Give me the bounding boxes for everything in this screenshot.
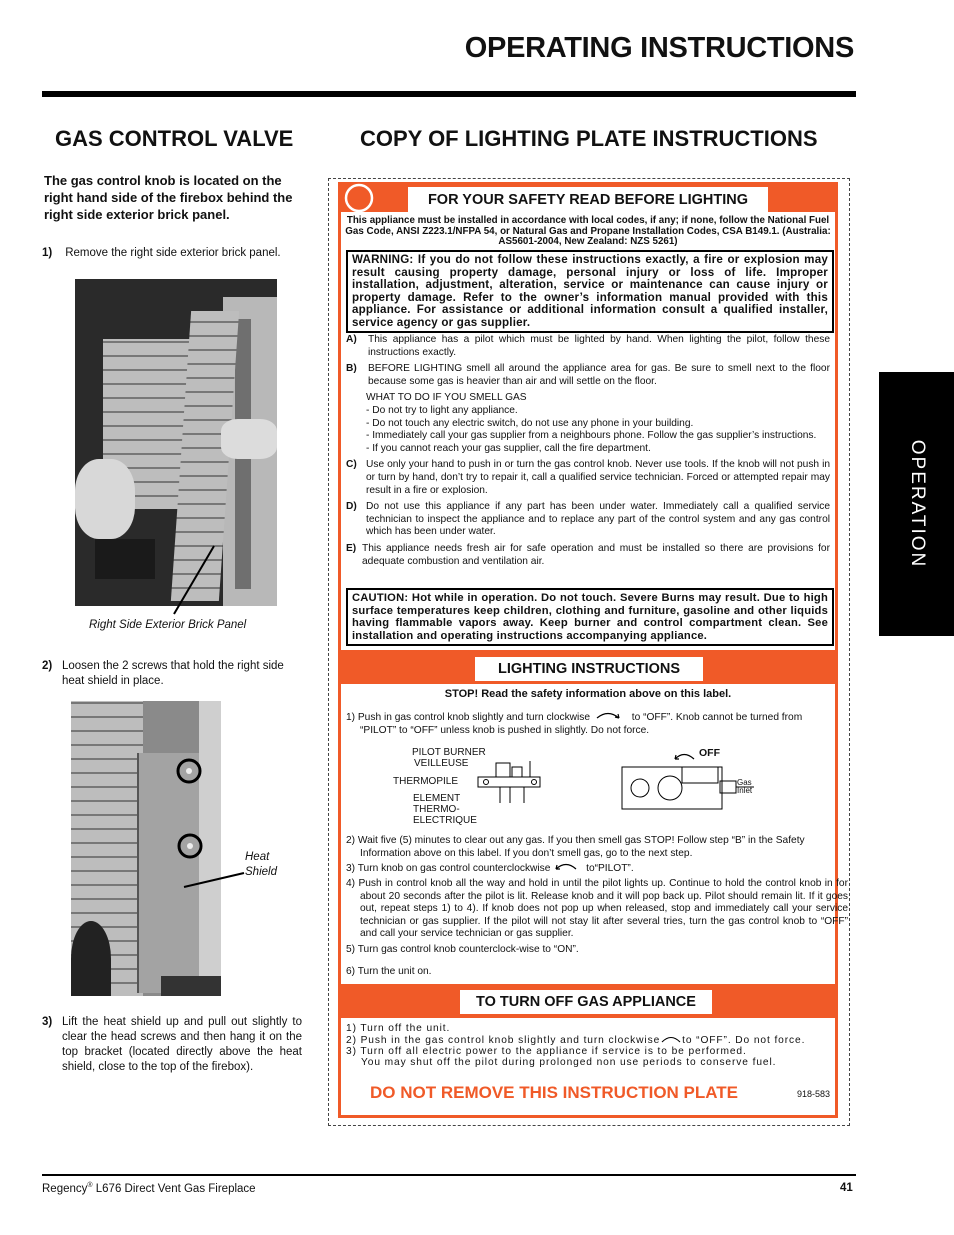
step-1-text: Remove the right side exterior brick panel. xyxy=(65,247,281,259)
safety-item-e xyxy=(346,543,830,568)
step-3-text: Lift the heat shield up and pull out slightly to clear the head screws and then hang it on the top bracket (located directly above the heat shield, close to the top of the firebox). xyxy=(62,1016,302,1073)
lighting-step-3 xyxy=(346,861,834,876)
pilot-burner-label-en: PILOT BURNER xyxy=(412,747,486,758)
lighting-step-6: 6) Turn the unit on. xyxy=(346,966,432,977)
turn-off-step-2 xyxy=(346,1034,834,1046)
lighting-step-5: 5) Turn gas control knob counterclock-wise to “ON”. xyxy=(346,944,579,955)
turn-off-step-2-a: 2) Push in the gas control knob slightly and turn clockwise xyxy=(346,1035,661,1046)
thermo-element-label xyxy=(413,793,477,826)
footer-rule xyxy=(42,1174,856,1176)
safety-item-e-text: This appliance needs fresh air for safe operation and must be installed so there are provisions for adequate combustion and ventilation air. xyxy=(362,542,830,567)
turn-off-title: TO TURN OFF GAS APPLIANCE xyxy=(460,990,712,1014)
step-2-number: 2) xyxy=(42,660,53,672)
turn-off-step-2-b: to “OFF”. Do not force. xyxy=(682,1035,806,1046)
pilot-burner-label-fr: VEILLEUSE xyxy=(414,758,469,769)
footer-registered-mark: ® xyxy=(87,1182,93,1189)
warning-circle-icon xyxy=(342,183,376,213)
side-tab-label: OPERATION xyxy=(906,439,928,569)
photo-1-caption: Right Side Exterior Brick Panel xyxy=(89,619,247,631)
step-3-number: 3) xyxy=(42,1016,53,1028)
thermo-element-label-1: ELEMENT xyxy=(413,793,461,804)
safety-item-d-label: D) xyxy=(346,501,357,513)
lighting-step-1-b: to “OFF”. Knob cannot be turned from xyxy=(631,712,803,723)
footer-model: L676 Direct Vent Gas Fireplace xyxy=(92,1182,256,1195)
warning-box: WARNING: If you do not follow these instructions exactly, a fire or explosion may result causing property damage, personal injury or loss of life. Improper installation, adjustment, alteration, service or maintenance can cause injury or property damage. Refer to the owner’s information manual provided with this appliance. For assistance or additional information consult a qualified installer, service agency or gas supplier. xyxy=(346,250,834,333)
safety-item-a xyxy=(346,334,830,359)
safety-item-b-text: BEFORE LIGHTING smell all around the appliance area for gas. Be sure to smell next to the floor because some gas is heavier than air and will settle on the floor. xyxy=(368,363,830,387)
step-1 xyxy=(42,246,304,261)
lighting-step-3-a: 3) Turn knob on gas control counterclockwise xyxy=(346,863,551,874)
turn-off-step-3-note: You may shut off the pilot during prolonged non use periods to conserve fuel. xyxy=(361,1057,777,1068)
step-2-text: Loosen the 2 screws that hold the right side heat shield in place. xyxy=(62,660,284,687)
stop-notice: STOP! Read the safety information above on this label. xyxy=(444,688,732,700)
page-number: 41 xyxy=(840,1182,853,1194)
off-label: OFF xyxy=(699,747,720,759)
thermo-element-label-3: ELECTRIQUE xyxy=(413,815,477,826)
clockwise-arrow-icon xyxy=(593,710,629,725)
smell-gas-title: WHAT TO DO IF YOU SMELL GAS xyxy=(366,392,527,404)
safety-item-c xyxy=(346,459,830,497)
heat-shield-label-line-2: Shield xyxy=(245,866,277,878)
step-3 xyxy=(42,1015,302,1075)
page-title: OPERATING INSTRUCTIONS xyxy=(464,32,854,64)
lighting-step-1 xyxy=(346,710,834,737)
counterclockwise-arrow-icon xyxy=(553,861,583,876)
intro-text: The gas control knob is located on the right hand side of the firebox behind the right side exterior brick panel. xyxy=(44,173,293,222)
thermo-element-label-2: THERMO- xyxy=(413,804,460,815)
turn-off-step-3: 3) Turn off all electric power to the appliance if service is to be performed. xyxy=(346,1046,747,1057)
off-arrow-icon xyxy=(672,749,698,761)
smell-gas-item-4: - If you cannot reach your gas supplier, call the fire department. xyxy=(366,442,651,454)
header-rule xyxy=(42,91,856,97)
heat-shield-label xyxy=(245,850,277,880)
step-2 xyxy=(42,659,304,689)
footer-brand-line xyxy=(42,1182,256,1195)
lighting-step-3-b: to“PILOT”. xyxy=(586,863,634,874)
safety-list xyxy=(346,334,830,568)
side-tab xyxy=(879,372,954,636)
safety-item-a-text: This appliance has a pilot which must be lighted by hand. When lighting the pilot, follow these instructions exactly. xyxy=(368,334,830,358)
turn-off-steps xyxy=(346,1023,834,1068)
thermopile-label: THERMOPILE xyxy=(393,776,459,787)
smell-gas-item-2: - Do not touch any electric switch, do not use any phone in your building. xyxy=(366,417,694,429)
gas-control-valve-heading: GAS CONTROL VALVE xyxy=(55,126,294,151)
pilot-assembly-diagram xyxy=(476,757,548,807)
pilot-burner-label xyxy=(412,747,486,769)
smell-gas-item-1: - Do not try to light any appliance. xyxy=(366,404,518,416)
safety-item-d xyxy=(346,501,830,539)
footer-brand: Regency xyxy=(42,1182,88,1195)
brick-panel-pointer xyxy=(170,540,220,620)
gas-inlet-label-1: Gas xyxy=(737,778,752,787)
step-1-number: 1) xyxy=(42,247,53,259)
safety-item-d-text: Do not use this appliance if any part has been under water. Immediately call a qualified service technician to inspect the appliance and to replace any part of the control system and any gas control which has been under water. xyxy=(366,501,830,538)
safety-item-c-text: Use only your hand to push in or turn the gas control knob. Never use tools. If the knob will not push in or turn by hand, don’t try to repair it, call a qualified service technician. Forced or attempted repair may result in a fire or explosion. xyxy=(366,459,830,496)
part-number: 918-583 xyxy=(797,1089,831,1099)
turn-off-step-1: 1) Turn off the unit. xyxy=(346,1023,451,1034)
smell-gas-item-3: - Immediately call your gas supplier from a neighbours phone. Follow the gas supplier’s instructions. xyxy=(366,430,817,442)
heat-shield-label-line-1: Heat xyxy=(245,851,270,863)
safety-item-a-label: A) xyxy=(346,334,357,345)
smell-gas-list xyxy=(366,392,830,455)
safety-item-b xyxy=(346,363,830,388)
safety-item-b-label: B) xyxy=(346,363,357,375)
caution-box: CAUTION: Hot while in operation. Do not touch. Severe Burns may result. Due to high surface temperatures keep children, clothing and furniture, gasoline and other liquids having flammable vapors away. Keep burner and control compartment clean. See installation and operating instructions accompanying appliance. xyxy=(346,588,834,646)
safety-item-e-label: E) xyxy=(346,542,357,554)
lighting-title: LIGHTING INSTRUCTIONS xyxy=(475,657,703,681)
lighting-plate-heading: COPY OF LIGHTING PLATE INSTRUCTIONS xyxy=(360,126,818,151)
lighting-step-2: 2) Wait five (5) minutes to clear out any gas. If you then smell gas STOP! Follow step “B” in the Safety Information above on this label. If you don’t smell gas, go to the next step. xyxy=(346,835,805,859)
lighting-step-1-c: “PILOT” to “OFF” unless knob is pushed in slightly. Do not force. xyxy=(360,724,650,736)
lighting-step-4: 4) Push in control knob all the way and hold in until the pilot lights up. Continue to hold the control knob in for about 20 seconds after the pilot is lit. Release knob and it will pop back up. Pilot should remain lit. If it goes out, repeat steps 1) to 4). If knob does not pop up when released, stop and immediately call your service technician or gas supplier. If the pilot will not stay lit after several tries, turn the gas control knob to “OFF” and call your service technician or gas supplier. xyxy=(346,878,848,939)
install-note: This appliance must be installed in accordance with local codes, if any; if none, follow the National Fuel Gas Code, ANSI Z223.1/NFPA 54, or Natural Gas and Propane Installation Codes, CSA B149.1. (Australia: AS5601-2004, New Zealand: NZS 5261) xyxy=(345,215,831,247)
turn-off-clockwise-icon xyxy=(660,1034,682,1046)
gas-inlet-label-2: Inlet xyxy=(737,786,753,795)
safety-item-c-label: C) xyxy=(346,459,357,471)
safety-title: FOR YOUR SAFETY READ BEFORE LIGHTING xyxy=(408,187,768,213)
lighting-step-1-a: 1) Push in gas control knob slightly and turn clockwise xyxy=(346,712,591,723)
do-not-remove-notice: DO NOT REMOVE THIS INSTRUCTION PLATE xyxy=(370,1083,739,1102)
gas-inlet-label xyxy=(737,779,752,795)
